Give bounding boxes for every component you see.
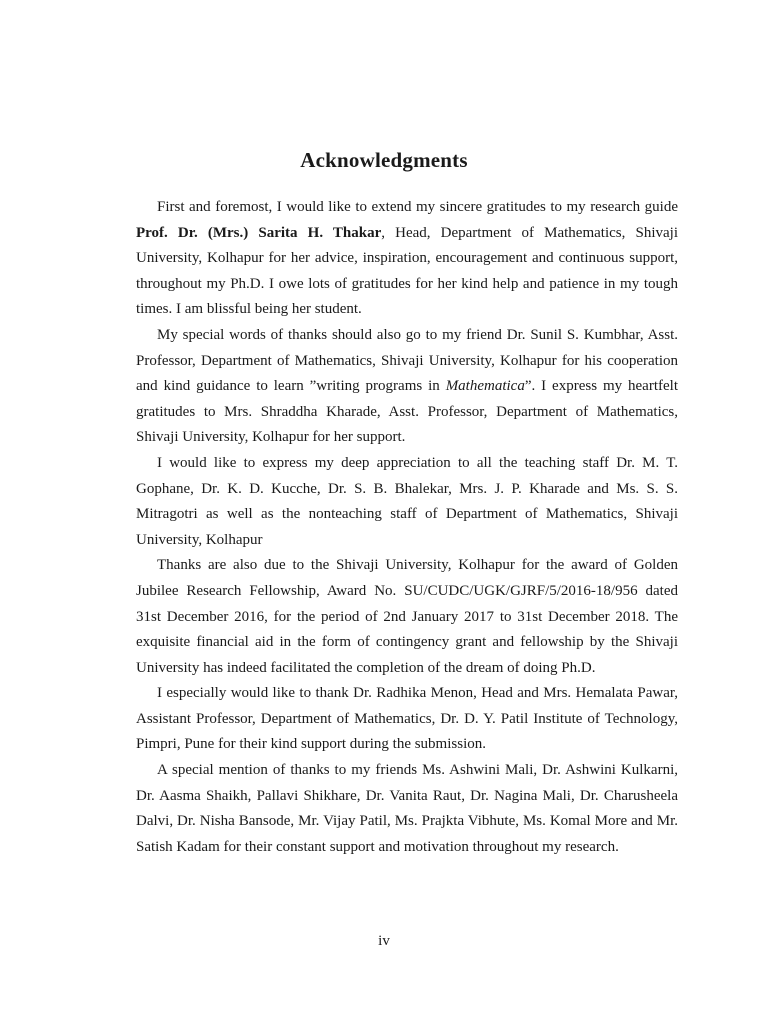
paragraph-fellowship: Thanks are also due to the Shivaji University, Kolhapur for the award of Golden Jubilee Research Fellowship, Award No. SU/CUDC/UGK/GJRF/5/2016-18/956 dated 31st December 2016, for the period of 2nd January 2017 to 31st December 2018. The exquisite financial aid in the form of contingency grant and fellowship by the Shivaji University has indeed facilitated the completion of the dream of doing Ph.D. — [136, 557, 678, 676]
paragraph-guide-intro: First and foremost, I would like to extend my sincere gratitudes to my research guide — [157, 199, 678, 215]
page-number: iv — [378, 933, 390, 949]
paragraph-friend-before: My special words of thanks should also go to my friend Dr. Sunil S. Kumbhar, Asst. Professor, Department of Mathematics, Shivaji University, Kolhapur for his cooperation and kind guidance to learn ”writing programs in — [136, 326, 678, 395]
paragraph-friend-after: ”. I express my heartfelt gratitudes to Mrs. Shraddha Kharade, Asst. Professor, Department of Mathematics, Shivaji University, Kolhapur for her support. — [136, 378, 678, 446]
software-name: Mathematica — [445, 378, 525, 395]
paragraph-guide-rest: , Head, Department of Mathematics, Shivaji University, Kolhapur for her advice, inspiration, encouragement and continuous support, throughout my Ph.D. I owe lots of gratitudes for her kind help and patience in my tough times. I am blissful being her student. — [136, 224, 678, 318]
paragraph-friend — [136, 323, 678, 451]
paragraph-staff: I would like to express my deep appreciation to all the teaching staff Dr. M. T. Gophane, Dr. K. D. Kucche, Dr. S. B. Bhalekar, Mrs. J. P. Kharade and Ms. S. S. Mitragotri as well as the nonteaching staff of Department of Mathematics, Shivaji University, Kolhapur — [136, 454, 678, 548]
page-title: Acknowledgments — [300, 148, 468, 172]
guide-name: Prof. Dr. (Mrs.) Sarita H. Thakar — [136, 224, 382, 241]
paragraph-guide — [136, 195, 678, 323]
acknowledgments-body — [136, 195, 678, 860]
paragraph-friends: A special mention of thanks to my friends Ms. Ashwini Mali, Dr. Ashwini Kulkarni, Dr. Aasma Shaikh, Pallavi Shikhare, Dr. Vanita Raut, Dr. Nagina Mali, Dr. Charusheela Dalvi, Dr. Nisha Bansode, Mr. Vijay Patil, Ms. Prajkta Vibhute, Ms. Komal More and Mr. Satish Kadam for their constant support and motivation throughout my research. — [136, 762, 678, 855]
paragraph-institute: I especially would like to thank Dr. Radhika Menon, Head and Mrs. Hemalata Pawar, Assistant Professor, Department of Mathematics, Dr. D. Y. Patil Institute of Technology, Pimpri, Pune for their kind support during the submission. — [136, 685, 678, 753]
